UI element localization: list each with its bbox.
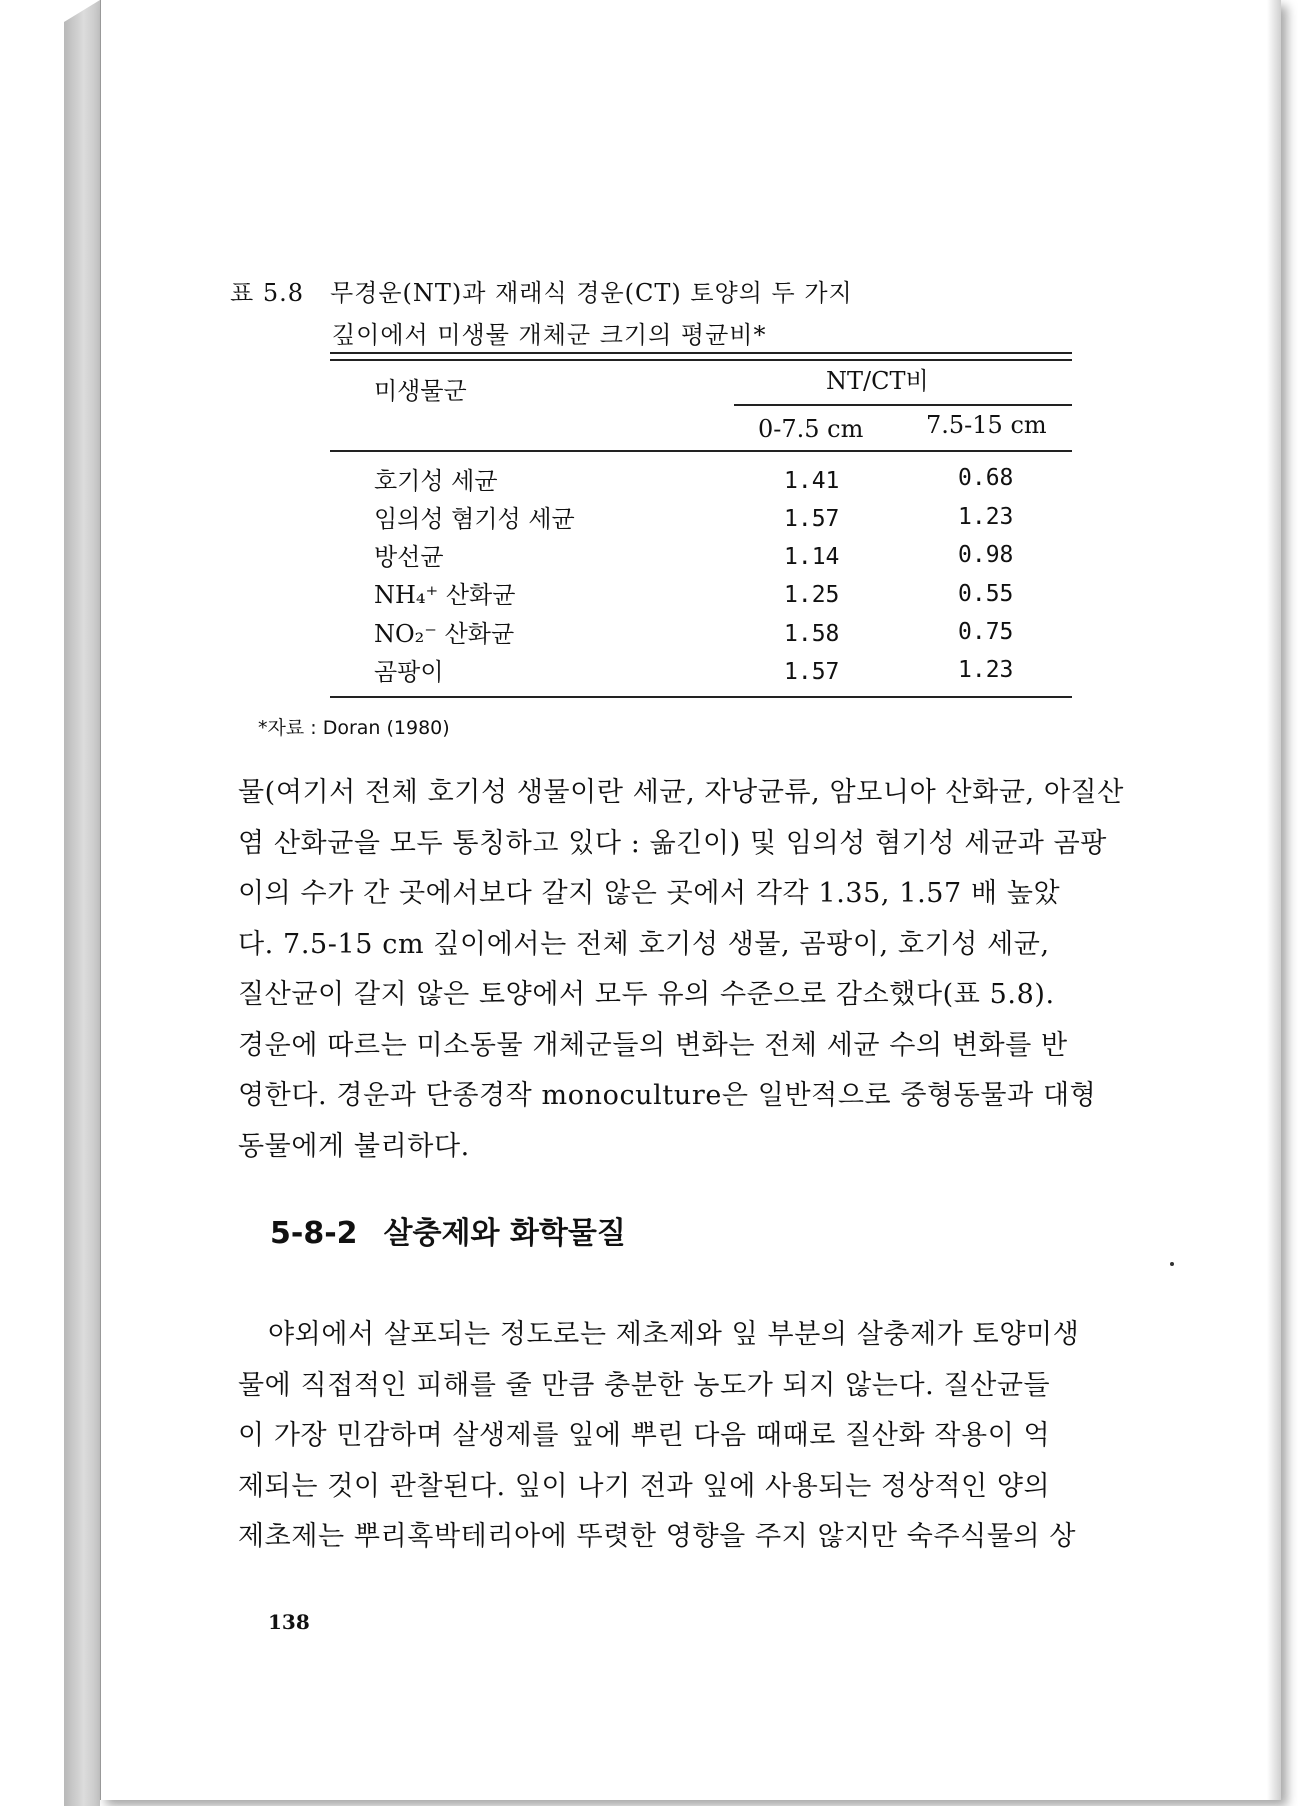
ratio-header-rule [734,404,1072,406]
text-line: 다. 7.5-15 cm 깊이에서는 전체 호기성 생물, 곰팡이, 호기성 세균, [238,928,1050,960]
table-top-rule-2 [330,359,1072,361]
caption-line-2: 깊이에서 미생물 개체군 크기의 평균비* [332,321,767,349]
column-header-group: 미생물군 [374,377,467,405]
table-caption [230,272,1050,356]
row-group-label: 호기성 세균 [374,467,498,495]
row-value-depth-2: 1.23 [958,657,1014,683]
row-value-depth-1: 1.25 [784,582,840,608]
table-bottom-rule [330,696,1072,698]
text-line: 물에 직접적인 피해를 줄 만큼 충분한 농도가 되지 않는다. 질산균들 [238,1369,1051,1401]
book-spine-corner [64,0,100,22]
row-group-label: 임의성 혐기성 세균 [374,505,575,533]
row-group-label: NO₂⁻ 산화균 [374,620,515,648]
table-number: 표 5.8 [230,279,304,307]
text-line: 경운에 따르는 미소동물 개체군들의 변화는 전체 세균 수의 변화를 반 [238,1029,1068,1061]
row-group-label: 곰팡이 [374,658,444,686]
book-spine [64,0,100,1806]
text-line: 야외에서 살포되는 정도로는 제초제와 잎 부분의 살충제가 토양미생 [268,1319,1080,1350]
column-header-depth-2: 7.5-15 cm [926,411,1047,439]
body-paragraph-1 [238,768,1166,1172]
table-top-rule [330,352,1072,354]
text-line: 제초제는 뿌리혹박테리아에 뚜렷한 영향을 주지 않지만 숙주식물의 상 [238,1521,1077,1552]
section-heading [270,1208,626,1252]
row-value-depth-1: 1.58 [784,621,840,647]
page-number: 138 [268,1610,310,1634]
row-value-depth-1: 1.57 [784,659,840,685]
row-value-depth-2: 0.55 [958,581,1014,607]
row-value-depth-2: 1.23 [958,504,1014,530]
text-line: 이의 수가 간 곳에서보다 갈지 않은 곳에서 각각 1.35, 1.57 배 높았 [238,878,1061,909]
row-value-depth-1: 1.41 [784,468,840,494]
caption-line-1: 무경운(NT)과 재래식 경운(CT) 토양의 두 가지 [330,279,853,307]
row-value-depth-1: 1.14 [784,544,840,570]
text-line: 물(여기서 전체 호기성 생물이란 세균, 자낭균류, 암모니아 산화균, 아질산 [238,777,1124,808]
header-bottom-rule [330,450,1072,452]
row-value-depth-2: 0.68 [958,465,1014,491]
row-value-depth-2: 0.75 [958,619,1014,645]
page-edge-shadow [1267,0,1281,1800]
text-line: 제되는 것이 관찰된다. 잎이 나기 전과 잎에 사용되는 정상적인 양의 [238,1470,1051,1502]
text-line: 질산균이 갈지 않은 토양에서 모두 유의 수준으로 감소했다(표 5.8). [238,979,1055,1010]
table-source-note: *자료 : Doran (1980) [258,717,450,739]
section-number: 5-8-2 [270,1216,358,1251]
column-header-depth-1: 0-7.5 cm [758,415,864,443]
row-value-depth-1: 1.57 [784,506,840,532]
text-line: 염 산화균을 모두 통칭하고 있다 : 옮긴이) 및 임의성 혐기성 세균과 곰팡 [238,827,1107,859]
section-title: 살충제와 화학물질 [383,1216,626,1251]
row-value-depth-2: 0.98 [958,542,1014,568]
row-group-label: NH₄⁺ 산화균 [374,581,516,609]
row-group-label: 방선균 [374,543,444,571]
body-paragraph-2 [238,1310,1166,1563]
text-line: 동물에게 불리하다. [238,1130,470,1162]
column-header-ratio: NT/CT비 [826,367,929,395]
text-line: 영한다. 경운과 단종경작 monoculture은 일반적으로 중형동물과 대형 [238,1080,1097,1111]
stray-dot [1170,1262,1174,1266]
text-line: 이 가장 민감하며 살생제를 잎에 뿌린 다음 때때로 질산화 작용이 억 [238,1420,1051,1451]
